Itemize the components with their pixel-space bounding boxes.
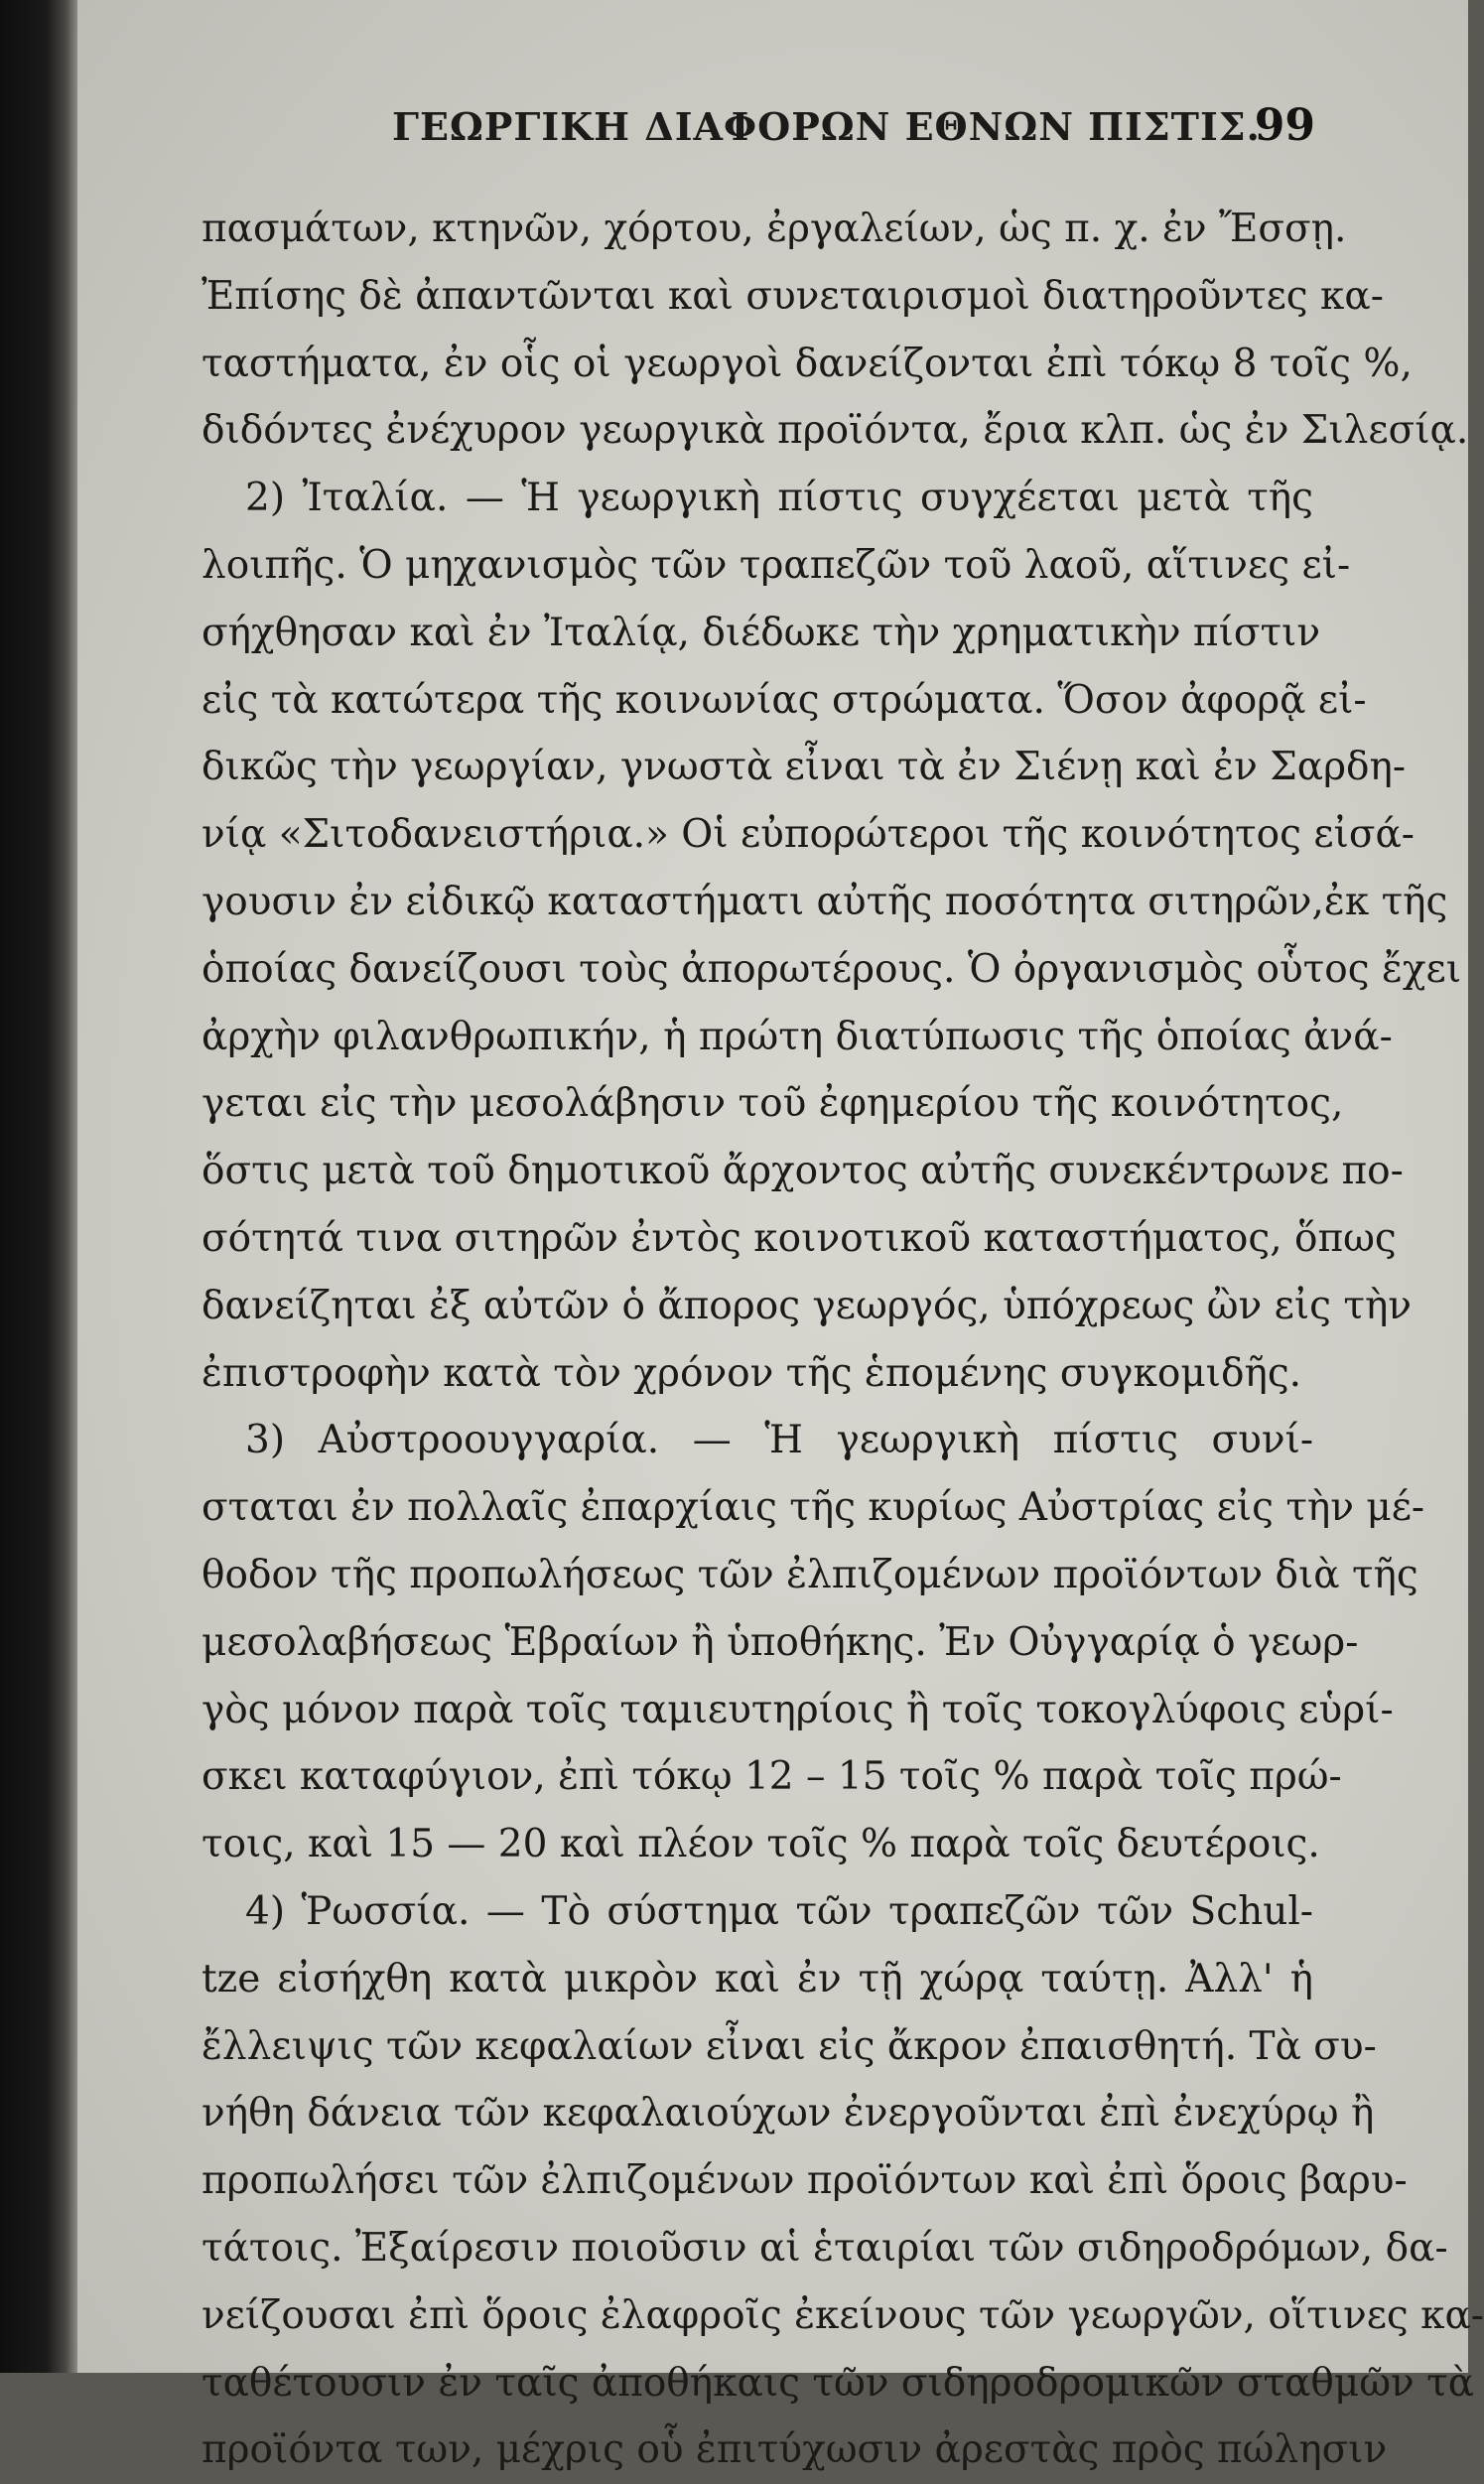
page-header — [392, 100, 1315, 174]
text-line: ταθέτουσιν ἐν ταῖς ἀποθήκαις τῶν σιδηροδρομικῶν σταθμῶν τὰ — [202, 2360, 1475, 2406]
text-line: προϊόντα των, μέχρις οὗ ἐπιτύχωσιν ἀρεστὰς πρὸς πώλησιν — [202, 2427, 1388, 2473]
text-line: ὅστις μετὰ τοῦ δημοτικοῦ ἄρχοντος αὐτῆς συνεκέντρωνε πο- — [202, 1149, 1404, 1194]
text-line: γεται εἰς τὴν μεσολάβησιν τοῦ ἐφημερίου τῆς κοινότητος, — [202, 1081, 1344, 1127]
text-line: tze εἰσήχθη κατὰ μικρὸν καὶ ἐν τῇ χώρᾳ ταύτῃ. Ἀλλ' ἡ — [202, 1956, 1313, 2001]
text-line: ἔλλειψις τῶν κεφαλαίων εἶναι εἰς ἄκρον ἐπαισθητή. Τὰ συ- — [202, 2023, 1377, 2069]
text-line: σήχθησαν καὶ ἐν Ἰταλίᾳ, διέδωκε τὴν χρηματικὴν πίστιν — [202, 610, 1321, 655]
text-line: 2) Ἰταλία. — Ἡ γεωργικὴ πίστις συγχέεται μετὰ τῆς — [245, 476, 1313, 521]
text-line: δικῶς τὴν γεωργίαν, γνωστὰ εἶναι τὰ ἐν Σιένῃ καὶ ἐν Σαρδη- — [202, 745, 1407, 790]
text-line: 3) Αὐστροουγγαρία. — Ἡ γεωργικὴ πίστις συνί- — [245, 1418, 1313, 1463]
text-line: Ἐπίσης δὲ ἀπαντῶνται καὶ συνεταιρισμοὶ διατηροῦντες κα- — [202, 273, 1384, 319]
text-line: τοις, καὶ 15 — 20 καὶ πλέον τοῖς % παρὰ τοῖς δευτέροις. — [202, 1822, 1320, 1867]
text-line: νείζουσαι ἐπὶ ὅροις ἐλαφροῖς ἐκείνους τῶν γεωργῶν, οἵτινες κα- — [202, 2292, 1484, 2338]
page-number: 99 — [1254, 100, 1315, 151]
text-line: ταστήματα, ἐν οἷς οἱ γεωργοὶ δανείζονται ἐπὶ τόκῳ 8 τοῖς %, — [202, 341, 1413, 386]
text-line: διδόντες ἐνέχυρον γεωργικὰ προϊόντα, ἔρια κλπ. ὡς ἐν Σιλεσίᾳ. — [202, 408, 1469, 454]
text-line: πασμάτων, κτηνῶν, χόρτου, ἐργαλείων, ὡς π. χ. ἐν Ἔσσῃ. — [202, 207, 1347, 251]
text-line: σταται ἐν πολλαῖς ἐπαρχίαις τῆς κυρίως Αὐστρίας εἰς τὴν μέ- — [202, 1485, 1425, 1531]
text-line: νίᾳ «Σιτοδανειστήρια.» Οἱ εὐπορώτεροι τῆς κοινότητος εἰσά- — [202, 812, 1415, 858]
text-line: γὸς μόνον παρὰ τοῖς ταμιευτηρίοις ἢ τοῖς τοκογλύφοις εὑρί- — [202, 1687, 1394, 1732]
text-line: εἰς τὰ κατώτερα τῆς κοινωνίας στρώματα. Ὅσον ἀφορᾷ εἰ- — [202, 677, 1367, 723]
text-line: μεσολαβήσεως Ἑβραίων ἢ ὑποθήκης. Ἐν Οὐγγαρίᾳ ὁ γεωρ- — [202, 1619, 1359, 1665]
text-line: θοδον τῆς προπωλήσεως τῶν ἐλπιζομένων προϊόντων διὰ τῆς — [202, 1552, 1418, 1597]
text-line: ἐπιστροφὴν κατὰ τὸν χρόνον τῆς ἑπομένης συγκομιδῆς. — [202, 1350, 1302, 1396]
book-binding-shadow — [0, 0, 77, 2373]
running-title: ΓΕΩΡΓΙΚΗ ΔΙΑΦΟΡΩΝ ΕΘΝΩΝ ΠΙΣΤΙΣ. — [392, 104, 1261, 149]
text-line: ἀρχὴν φιλανθρωπικήν, ἡ πρώτη διατύπωσις τῆς ὁποίας ἀνά- — [202, 1014, 1393, 1059]
text-line: ὁποίας δανείζουσι τοὺς ἀπορωτέρους. Ὁ ὀργανισμὸς οὗτος ἔχει — [202, 946, 1462, 992]
text-line: σκει καταφύγιον, ἐπὶ τόκῳ 12 – 15 τοῖς % παρὰ τοῖς πρώ- — [202, 1754, 1342, 1800]
text-line: λοιπῆς. Ὁ μηχανισμὸς τῶν τραπεζῶν τοῦ λαοῦ, αἵτινες εἰ- — [202, 542, 1351, 588]
text-line: τάτοις. Ἐξαίρεσιν ποιοῦσιν αἱ ἑταιρίαι τῶν σιδηροδρόμων, δα- — [202, 2225, 1448, 2271]
text-line: νήθη δάνεια τῶν κεφαλαιούχων ἐνεργοῦνται ἐπὶ ἐνεχύρῳ ἢ — [202, 2091, 1375, 2137]
text-line: προπωλήσει τῶν ἐλπιζομένων προϊόντων καὶ ἐπὶ ὅροις βαρυ- — [202, 2158, 1408, 2204]
text-line: σότητά τινα σιτηρῶν ἐντὸς κοινοτικοῦ καταστήματος, ὅπως — [202, 1215, 1397, 1261]
body-text — [202, 196, 1484, 2484]
text-line: 4) Ῥωσσία. — Τὸ σύστημα τῶν τραπεζῶν τῶν Schul- — [245, 1888, 1313, 1934]
text-line: γουσιν ἐν εἰδικῷ καταστήματι αὐτῆς ποσότητα σιτηρῶν,ἐκ τῆς — [202, 879, 1448, 924]
text-line: δανείζηται ἐξ αὐτῶν ὁ ἄπορος γεωργός, ὑπόχρεως ὢν εἰς τὴν — [202, 1283, 1413, 1328]
